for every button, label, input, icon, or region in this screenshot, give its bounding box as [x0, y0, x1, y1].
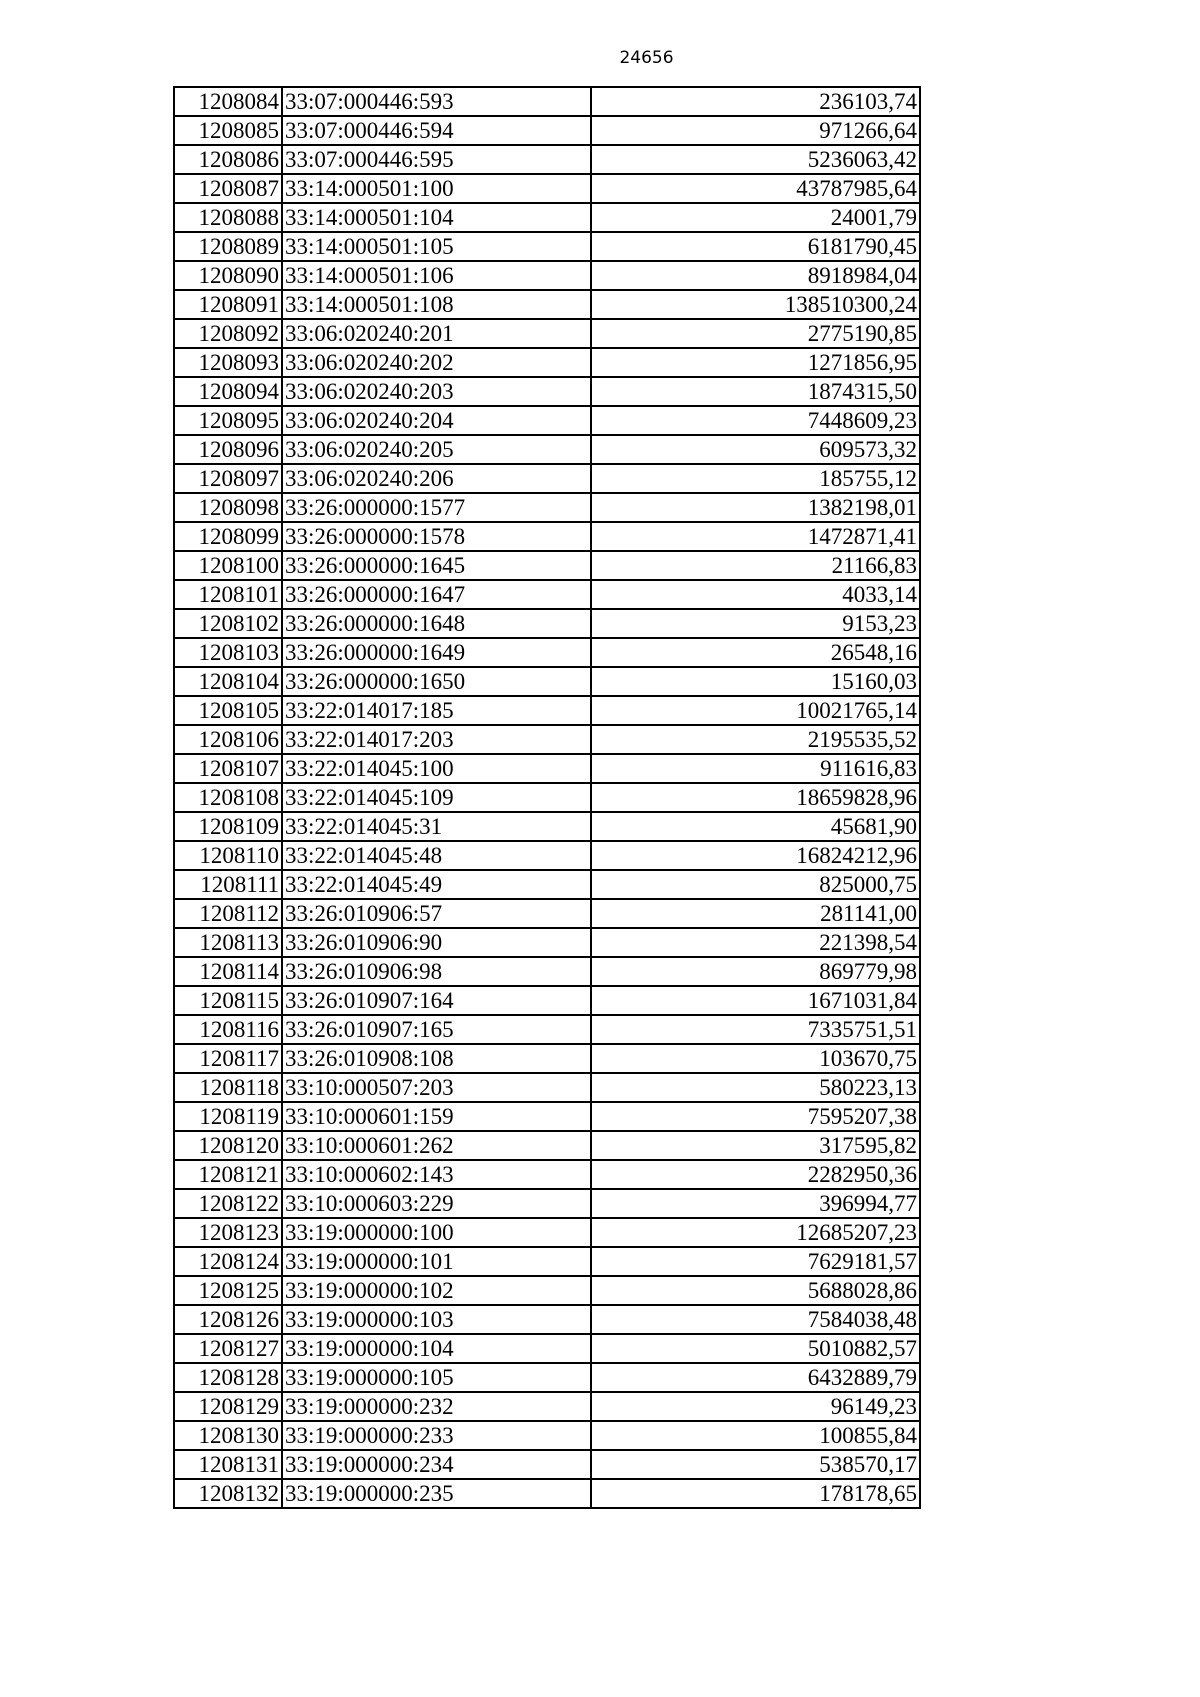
- cadastral-number-cell: 33:19:000000:232: [282, 1392, 591, 1421]
- table-row: [174, 1102, 920, 1131]
- cadastral-number-cell: 33:07:000446:593: [282, 87, 591, 116]
- cadastral-number-cell: 33:19:000000:100: [282, 1218, 591, 1247]
- cadastral-number-cell: 33:19:000000:102: [282, 1276, 591, 1305]
- table-row: [174, 1247, 920, 1276]
- cadastral-value-cell: 26548,16: [591, 638, 920, 667]
- table-row: [174, 638, 920, 667]
- table-row: [174, 290, 920, 319]
- row-number-cell: 1208094: [174, 377, 282, 406]
- table-row: [174, 1015, 920, 1044]
- table-row: [174, 580, 920, 609]
- table-row: [174, 928, 920, 957]
- cadastral-value-cell: 9153,23: [591, 609, 920, 638]
- cadastral-value-cell: 7584038,48: [591, 1305, 920, 1334]
- cadastral-value-cell: 317595,82: [591, 1131, 920, 1160]
- row-number-cell: 1208107: [174, 754, 282, 783]
- cadastral-value-cell: 221398,54: [591, 928, 920, 957]
- table-row: [174, 261, 920, 290]
- cadastral-number-cell: 33:06:020240:202: [282, 348, 591, 377]
- cadastral-value-cell: 7335751,51: [591, 1015, 920, 1044]
- table-row: [174, 1131, 920, 1160]
- row-number-cell: 1208093: [174, 348, 282, 377]
- row-number-cell: 1208120: [174, 1131, 282, 1160]
- cadastral-number-cell: 33:26:010907:165: [282, 1015, 591, 1044]
- cadastral-number-cell: 33:26:010908:108: [282, 1044, 591, 1073]
- table-row: [174, 232, 920, 261]
- table-row: [174, 609, 920, 638]
- cadastral-number-cell: 33:14:000501:104: [282, 203, 591, 232]
- table-row: [174, 406, 920, 435]
- row-number-cell: 1208105: [174, 696, 282, 725]
- cadastral-value-cell: 538570,17: [591, 1450, 920, 1479]
- row-number-cell: 1208088: [174, 203, 282, 232]
- row-number-cell: 1208114: [174, 957, 282, 986]
- row-number-cell: 1208108: [174, 783, 282, 812]
- row-number-cell: 1208092: [174, 319, 282, 348]
- cadastral-value-cell: 96149,23: [591, 1392, 920, 1421]
- cadastral-value-cell: 4033,14: [591, 580, 920, 609]
- cadastral-number-cell: 33:14:000501:100: [282, 174, 591, 203]
- cadastral-value-cell: 178178,65: [591, 1479, 920, 1508]
- cadastral-number-cell: 33:26:000000:1650: [282, 667, 591, 696]
- cadastral-value-cell: 7629181,57: [591, 1247, 920, 1276]
- cadastral-number-cell: 33:19:000000:235: [282, 1479, 591, 1508]
- table-row: [174, 986, 920, 1015]
- row-number-cell: 1208129: [174, 1392, 282, 1421]
- row-number-cell: 1208124: [174, 1247, 282, 1276]
- row-number-cell: 1208101: [174, 580, 282, 609]
- cadastral-value-cell: 5010882,57: [591, 1334, 920, 1363]
- row-number-cell: 1208112: [174, 899, 282, 928]
- table-row: [174, 203, 920, 232]
- cadastral-value-cell: 103670,75: [591, 1044, 920, 1073]
- row-number-cell: 1208086: [174, 145, 282, 174]
- cadastral-number-cell: 33:10:000601:159: [282, 1102, 591, 1131]
- cadastral-value-cell: 609573,32: [591, 435, 920, 464]
- row-number-cell: 1208117: [174, 1044, 282, 1073]
- cadastral-number-cell: 33:06:020240:205: [282, 435, 591, 464]
- row-number-cell: 1208085: [174, 116, 282, 145]
- cadastral-value-cell: 1472871,41: [591, 522, 920, 551]
- table-row: [174, 174, 920, 203]
- cadastral-value-cell: 6432889,79: [591, 1363, 920, 1392]
- cadastral-value-cell: 2282950,36: [591, 1160, 920, 1189]
- table-row: [174, 1189, 920, 1218]
- cadastral-value-cell: 7448609,23: [591, 406, 920, 435]
- cadastral-value-cell: 1671031,84: [591, 986, 920, 1015]
- row-number-cell: 1208127: [174, 1334, 282, 1363]
- table-row: [174, 957, 920, 986]
- cadastral-value-cell: 580223,13: [591, 1073, 920, 1102]
- row-number-cell: 1208110: [174, 841, 282, 870]
- row-number-cell: 1208091: [174, 290, 282, 319]
- cadastral-number-cell: 33:19:000000:105: [282, 1363, 591, 1392]
- cadastral-number-cell: 33:10:000601:262: [282, 1131, 591, 1160]
- table-row: [174, 783, 920, 812]
- table-row: [174, 1276, 920, 1305]
- cadastral-number-cell: 33:26:010906:90: [282, 928, 591, 957]
- cadastral-number-cell: 33:26:010906:57: [282, 899, 591, 928]
- cadastral-number-cell: 33:26:000000:1649: [282, 638, 591, 667]
- table-row: [174, 435, 920, 464]
- row-number-cell: 1208103: [174, 638, 282, 667]
- cadastral-value-cell: 281141,00: [591, 899, 920, 928]
- table-row: [174, 1218, 920, 1247]
- cadastral-value-cell: 138510300,24: [591, 290, 920, 319]
- cadastral-value-cell: 16824212,96: [591, 841, 920, 870]
- cadastral-number-cell: 33:10:000603:229: [282, 1189, 591, 1218]
- row-number-cell: 1208104: [174, 667, 282, 696]
- cadastral-number-cell: 33:19:000000:101: [282, 1247, 591, 1276]
- row-number-cell: 1208098: [174, 493, 282, 522]
- row-number-cell: 1208109: [174, 812, 282, 841]
- cadastral-value-cell: 2195535,52: [591, 725, 920, 754]
- cadastral-value-cell: 1271856,95: [591, 348, 920, 377]
- cadastral-number-cell: 33:26:000000:1645: [282, 551, 591, 580]
- row-number-cell: 1208111: [174, 870, 282, 899]
- cadastral-value-cell: 12685207,23: [591, 1218, 920, 1247]
- row-number-cell: 1208084: [174, 87, 282, 116]
- cadastral-number-cell: 33:22:014045:109: [282, 783, 591, 812]
- row-number-cell: 1208089: [174, 232, 282, 261]
- cadastral-value-cell: 6181790,45: [591, 232, 920, 261]
- table-row: [174, 1450, 920, 1479]
- row-number-cell: 1208121: [174, 1160, 282, 1189]
- table-row: [174, 1073, 920, 1102]
- row-number-cell: 1208126: [174, 1305, 282, 1334]
- cadastral-number-cell: 33:19:000000:233: [282, 1421, 591, 1450]
- row-number-cell: 1208128: [174, 1363, 282, 1392]
- cadastral-number-cell: 33:26:010907:164: [282, 986, 591, 1015]
- cadastral-value-table: [173, 86, 921, 1509]
- row-number-cell: 1208130: [174, 1421, 282, 1450]
- cadastral-number-cell: 33:22:014017:185: [282, 696, 591, 725]
- table-row: [174, 754, 920, 783]
- cadastral-value-cell: 5236063,42: [591, 145, 920, 174]
- row-number-cell: 1208116: [174, 1015, 282, 1044]
- cadastral-number-cell: 33:22:014045:100: [282, 754, 591, 783]
- cadastral-value-cell: 8918984,04: [591, 261, 920, 290]
- row-number-cell: 1208125: [174, 1276, 282, 1305]
- row-number-cell: 1208100: [174, 551, 282, 580]
- table-row: [174, 522, 920, 551]
- cadastral-value-cell: 185755,12: [591, 464, 920, 493]
- row-number-cell: 1208099: [174, 522, 282, 551]
- cadastral-number-cell: 33:19:000000:104: [282, 1334, 591, 1363]
- row-number-cell: 1208102: [174, 609, 282, 638]
- cadastral-number-cell: 33:22:014017:203: [282, 725, 591, 754]
- cadastral-value-cell: 1382198,01: [591, 493, 920, 522]
- table-row: [174, 841, 920, 870]
- cadastral-value-cell: 15160,03: [591, 667, 920, 696]
- cadastral-number-cell: 33:06:020240:201: [282, 319, 591, 348]
- cadastral-number-cell: 33:14:000501:106: [282, 261, 591, 290]
- cadastral-number-cell: 33:06:020240:206: [282, 464, 591, 493]
- row-number-cell: 1208118: [174, 1073, 282, 1102]
- table-row: [174, 1160, 920, 1189]
- cadastral-value-cell: 24001,79: [591, 203, 920, 232]
- cadastral-number-cell: 33:07:000446:595: [282, 145, 591, 174]
- table-row: [174, 145, 920, 174]
- cadastral-value-cell: 2775190,85: [591, 319, 920, 348]
- cadastral-value-cell: 100855,84: [591, 1421, 920, 1450]
- table-row: [174, 116, 920, 145]
- cadastral-value-cell: 45681,90: [591, 812, 920, 841]
- row-number-cell: 1208122: [174, 1189, 282, 1218]
- table-row: [174, 667, 920, 696]
- cadastral-value-cell: 236103,74: [591, 87, 920, 116]
- page-number: 24656: [619, 48, 674, 68]
- row-number-cell: 1208123: [174, 1218, 282, 1247]
- table-row: [174, 348, 920, 377]
- table-row: [174, 1305, 920, 1334]
- table-row: [174, 899, 920, 928]
- table-row: [174, 725, 920, 754]
- row-number-cell: 1208115: [174, 986, 282, 1015]
- row-number-cell: 1208095: [174, 406, 282, 435]
- cadastral-number-cell: 33:26:000000:1578: [282, 522, 591, 551]
- table-row: [174, 1334, 920, 1363]
- table-row: [174, 1044, 920, 1073]
- cadastral-value-cell: 911616,83: [591, 754, 920, 783]
- row-number-cell: 1208087: [174, 174, 282, 203]
- cadastral-value-cell: 18659828,96: [591, 783, 920, 812]
- cadastral-value-cell: 869779,98: [591, 957, 920, 986]
- table-row: [174, 696, 920, 725]
- cadastral-number-cell: 33:26:000000:1577: [282, 493, 591, 522]
- cadastral-number-cell: 33:22:014045:49: [282, 870, 591, 899]
- cadastral-value-cell: 10021765,14: [591, 696, 920, 725]
- cadastral-number-cell: 33:19:000000:234: [282, 1450, 591, 1479]
- cadastral-number-cell: 33:22:014045:31: [282, 812, 591, 841]
- row-number-cell: 1208097: [174, 464, 282, 493]
- table-row: [174, 87, 920, 116]
- table-row: [174, 551, 920, 580]
- row-number-cell: 1208106: [174, 725, 282, 754]
- cadastral-value-cell: 5688028,86: [591, 1276, 920, 1305]
- row-number-cell: 1208090: [174, 261, 282, 290]
- cadastral-number-cell: 33:19:000000:103: [282, 1305, 591, 1334]
- cadastral-number-cell: 33:14:000501:105: [282, 232, 591, 261]
- table-row: [174, 812, 920, 841]
- table-row: [174, 1363, 920, 1392]
- table-row: [174, 1479, 920, 1508]
- table-row: [174, 1421, 920, 1450]
- cadastral-value-cell: 825000,75: [591, 870, 920, 899]
- cadastral-number-cell: 33:26:010906:98: [282, 957, 591, 986]
- row-number-cell: 1208132: [174, 1479, 282, 1508]
- table-body: [174, 87, 920, 1508]
- row-number-cell: 1208119: [174, 1102, 282, 1131]
- row-number-cell: 1208131: [174, 1450, 282, 1479]
- cadastral-number-cell: 33:22:014045:48: [282, 841, 591, 870]
- cadastral-value-cell: 43787985,64: [591, 174, 920, 203]
- cadastral-number-cell: 33:06:020240:203: [282, 377, 591, 406]
- cadastral-number-cell: 33:10:000602:143: [282, 1160, 591, 1189]
- table-row: [174, 1392, 920, 1421]
- table-row: [174, 377, 920, 406]
- table-row: [174, 319, 920, 348]
- cadastral-value-cell: 21166,83: [591, 551, 920, 580]
- cadastral-number-cell: 33:06:020240:204: [282, 406, 591, 435]
- table-row: [174, 493, 920, 522]
- cadastral-number-cell: 33:10:000507:203: [282, 1073, 591, 1102]
- table-row: [174, 870, 920, 899]
- cadastral-number-cell: 33:14:000501:108: [282, 290, 591, 319]
- cadastral-value-cell: 7595207,38: [591, 1102, 920, 1131]
- row-number-cell: 1208113: [174, 928, 282, 957]
- table-row: [174, 464, 920, 493]
- cadastral-number-cell: 33:07:000446:594: [282, 116, 591, 145]
- cadastral-value-cell: 971266,64: [591, 116, 920, 145]
- row-number-cell: 1208096: [174, 435, 282, 464]
- cadastral-value-cell: 1874315,50: [591, 377, 920, 406]
- cadastral-number-cell: 33:26:000000:1648: [282, 609, 591, 638]
- cadastral-number-cell: 33:26:000000:1647: [282, 580, 591, 609]
- cadastral-value-cell: 396994,77: [591, 1189, 920, 1218]
